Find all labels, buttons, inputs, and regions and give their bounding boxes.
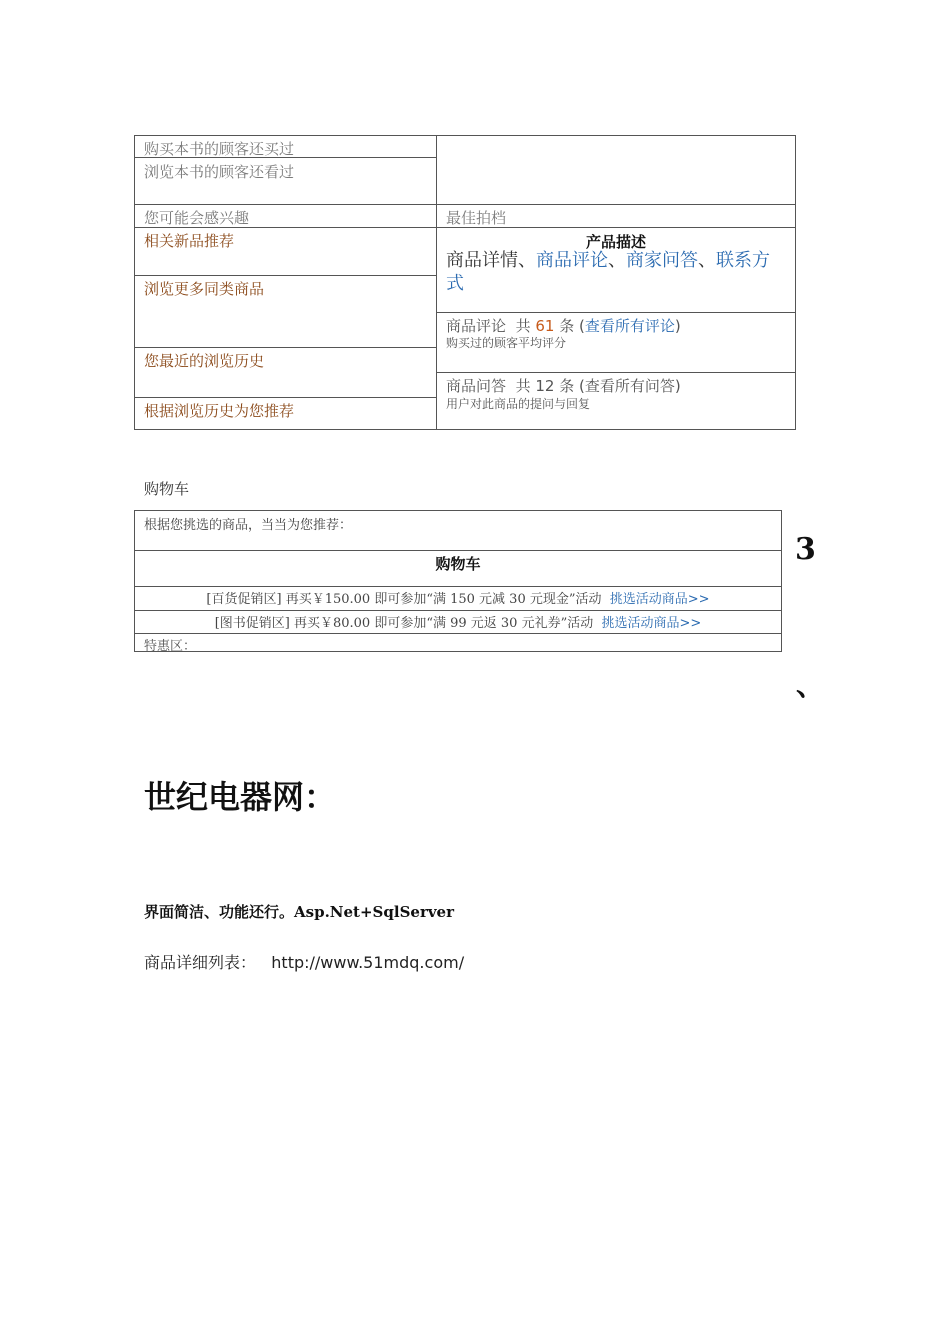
recent-history-link[interactable]: 您最近的浏览历史 bbox=[144, 352, 265, 370]
detail-url-link[interactable]: http://www.51mdq.com/ bbox=[271, 953, 465, 972]
history-recommend-link[interactable]: 根据浏览历史为您推荐 bbox=[144, 402, 295, 420]
view-all-reviews-link[interactable]: 查看所有评论 bbox=[584, 317, 675, 335]
pick-promo-items-link[interactable]: 挑选活动商品>> bbox=[609, 592, 710, 607]
section-number-mark: 、 bbox=[796, 669, 825, 702]
cart-heading: 购物车 bbox=[144, 480, 190, 498]
new-products-link[interactable]: 相关新品推荐 bbox=[144, 232, 235, 250]
recommend-text: 根据您挑选的商品，当当为您推荐： bbox=[144, 518, 353, 533]
pick-promo-items-link[interactable]: 挑选活动商品>> bbox=[601, 616, 702, 631]
may-interest-label: 您可能会感兴趣 bbox=[144, 209, 250, 227]
view-all-qa-link[interactable]: 查看所有问答 bbox=[584, 377, 675, 395]
best-match-label: 最佳拍档 bbox=[446, 209, 507, 227]
qa-summary: 商品问答 共 12 条 (查看所有问答) bbox=[446, 377, 681, 395]
qa-subtitle: 用户对此商品的提问与回复 bbox=[446, 397, 591, 411]
reviews-summary: 商品评论 共 61 条 (查看所有评论) bbox=[446, 317, 681, 335]
qa-count: 12 bbox=[535, 377, 555, 395]
product-tabs: 商品详情、商品评论、商家问答、联系方式 bbox=[446, 250, 770, 294]
tab-contact[interactable]: 联系方式 bbox=[446, 250, 770, 294]
review-count: 61 bbox=[535, 317, 555, 335]
also-viewed-label: 浏览本书的顾客还看过 bbox=[144, 163, 295, 181]
browse-more-link[interactable]: 浏览更多同类商品 bbox=[144, 280, 265, 298]
detail-list-label: 商品详细列表： bbox=[144, 953, 257, 972]
tab-merchant-qa[interactable]: 商家问答 bbox=[626, 250, 698, 271]
product-description-title: 产品描述 bbox=[585, 233, 646, 251]
site-summary: 界面简洁、功能还行。Asp.Net+SqlServer bbox=[144, 903, 455, 921]
promo-row: [百货促销区] 再买￥150.00 即可参加“满 150 元减 30 元现金”活动 挑选活动商品>> bbox=[206, 592, 710, 607]
also-bought-label: 购买本书的顾客还买过 bbox=[144, 140, 295, 158]
reviews-subtitle: 购买过的顾客平均评分 bbox=[446, 336, 567, 350]
section-number: 3 bbox=[795, 532, 816, 567]
tab-product-reviews[interactable]: 商品评论 bbox=[536, 250, 608, 271]
promo-row: [图书促销区] 再买￥80.00 即可参加“满 99 元返 30 元礼券”活动 挑选活动商品>> bbox=[214, 616, 702, 631]
tab-product-detail[interactable]: 商品详情 bbox=[446, 250, 518, 271]
detail-list-line bbox=[144, 950, 464, 973]
site-title: 世纪电器网： bbox=[144, 778, 337, 816]
cart-title: 购物车 bbox=[435, 555, 481, 573]
special-zone-label: 特惠区： bbox=[144, 639, 197, 654]
